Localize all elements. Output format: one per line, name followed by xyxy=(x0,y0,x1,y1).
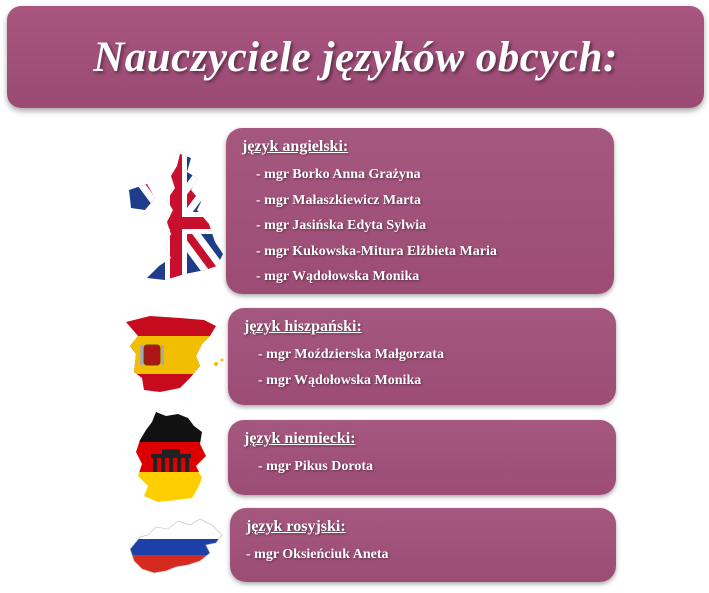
lang-box-spanish xyxy=(228,308,616,405)
lang-name-german: język niemiecki: xyxy=(244,430,356,447)
teacher-item: - mgr Borko Anna Grażyna xyxy=(256,167,421,182)
germany-flag-map-icon xyxy=(132,410,212,505)
teacher-item: - mgr Wądołowska Monika xyxy=(258,372,422,388)
page-title: Nauczyciele języków obcych: xyxy=(93,33,618,81)
teacher-item: - mgr Kukowska-Mitura Elżbieta Maria xyxy=(256,243,497,259)
lang-box-english xyxy=(226,128,614,294)
lang-name-spanish: język hiszpański: xyxy=(244,318,362,335)
lang-box-german xyxy=(228,420,616,495)
teacher-item: - mgr Moździerska Małgorzata xyxy=(258,347,444,362)
lang-name-russian: język rosyjski: xyxy=(246,518,346,535)
lang-box-russian xyxy=(230,508,616,582)
uk-flag-map-icon xyxy=(125,150,225,285)
title-banner xyxy=(7,6,704,108)
teacher-item: - mgr Pikus Dorota xyxy=(258,459,373,474)
teacher-item: - mgr Małaszkiewicz Marta xyxy=(256,192,421,208)
lang-name-english: język angielski: xyxy=(242,138,349,155)
teacher-item: - mgr Oksieńciuk Aneta xyxy=(246,547,389,562)
teacher-item: - mgr Wądołowska Monika xyxy=(256,269,420,284)
teacher-item: - mgr Jasińska Edyta Sylwia xyxy=(256,218,427,233)
russia-flag-map-icon xyxy=(126,515,226,580)
spain-flag-map-icon xyxy=(120,312,230,397)
